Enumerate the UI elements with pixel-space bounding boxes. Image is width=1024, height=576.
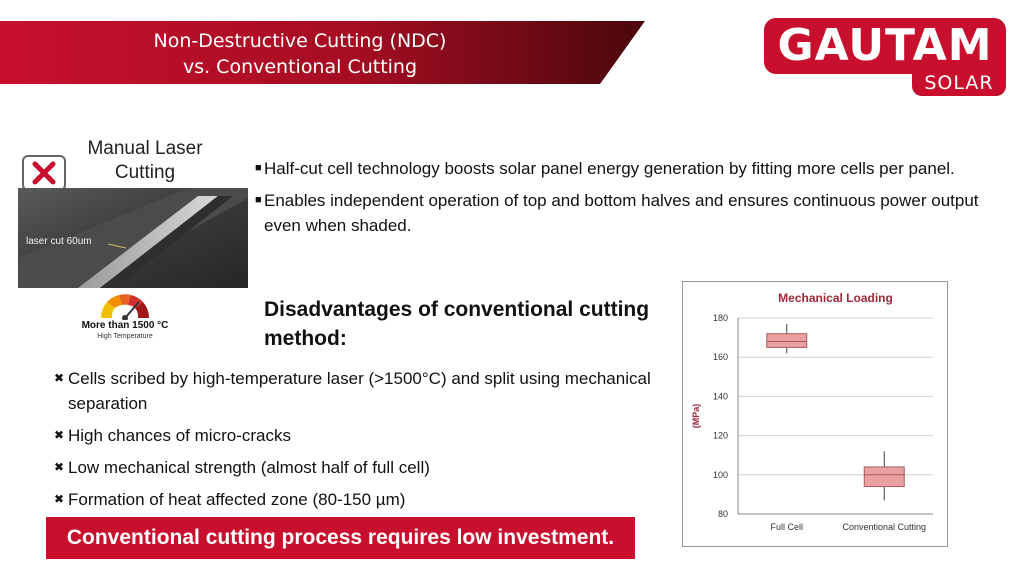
list-item: ✖ High chances of micro-cracks bbox=[54, 423, 654, 448]
x-category-label: Full Cell bbox=[770, 522, 804, 532]
y-axis-label: (MPa) bbox=[691, 403, 701, 429]
chart-svg bbox=[683, 282, 947, 546]
disadvantages-heading: Disadvantages of conventional cutting method: bbox=[264, 298, 650, 350]
y-tick-label: 140 bbox=[712, 391, 728, 402]
square-bullet-icon: ■ bbox=[255, 194, 262, 206]
laser-cut-micrograph bbox=[18, 188, 248, 288]
list-item: ✖ Cells scribed by high-temperature laser (>1500°C) and split using mechanical separation bbox=[54, 366, 654, 416]
title-line-2: vs. Conventional Cutting bbox=[182, 56, 418, 78]
list-item: ■ Enables independent operation of top and bottom halves and ensures continuous power output even when shaded. bbox=[255, 188, 985, 238]
logo-sub-text: SOLAR bbox=[912, 71, 1006, 96]
disadvantages-list bbox=[54, 366, 654, 519]
list-item: ✖ Formation of heat affected zone (80-150 µm) bbox=[54, 487, 654, 512]
x-category-label: Conventional Cutting bbox=[842, 522, 927, 532]
cross-bullet-icon: ✖ bbox=[54, 460, 65, 474]
y-tick-label: 100 bbox=[712, 469, 728, 480]
y-tick-label: 180 bbox=[712, 313, 728, 323]
gautam-solar-logo bbox=[764, 18, 1006, 96]
logo-main-text: GAUTAM bbox=[764, 18, 1006, 74]
cross-bullet-icon: ✖ bbox=[54, 428, 65, 442]
gauge-subtitle: High Temperature bbox=[97, 333, 153, 340]
list-item: ✖ Low mechanical strength (almost half of full cell) bbox=[54, 455, 654, 480]
image-label: laser cut 60um bbox=[26, 236, 92, 247]
y-tick-label: 120 bbox=[712, 430, 728, 441]
benefits-list bbox=[255, 156, 985, 245]
gauge-title: More than 1500 °C bbox=[81, 320, 169, 331]
box-mark bbox=[864, 467, 904, 487]
cross-bullet-icon: ✖ bbox=[54, 371, 65, 385]
title-line-1: Non-Destructive Cutting (NDC) bbox=[153, 30, 447, 52]
square-bullet-icon: ■ bbox=[255, 162, 262, 174]
cross-bullet-icon: ✖ bbox=[54, 492, 65, 506]
close-icon bbox=[22, 155, 66, 191]
y-tick-label: 160 bbox=[712, 352, 728, 363]
manual-laser-cutting-title: Manual Laser Cutting bbox=[87, 138, 203, 183]
investment-callout: Conventional cutting process requires low investment. bbox=[46, 517, 635, 559]
box-mark bbox=[767, 334, 807, 348]
page-title bbox=[0, 28, 600, 80]
chart-title: Mechanical Loading bbox=[778, 291, 893, 305]
list-item: ■ Half-cut cell technology boosts solar panel energy generation by fitting more cells per panel. bbox=[255, 156, 985, 181]
y-tick-label: 80 bbox=[717, 509, 728, 519]
mechanical-loading-chart bbox=[682, 281, 948, 547]
header-banner bbox=[0, 21, 645, 84]
